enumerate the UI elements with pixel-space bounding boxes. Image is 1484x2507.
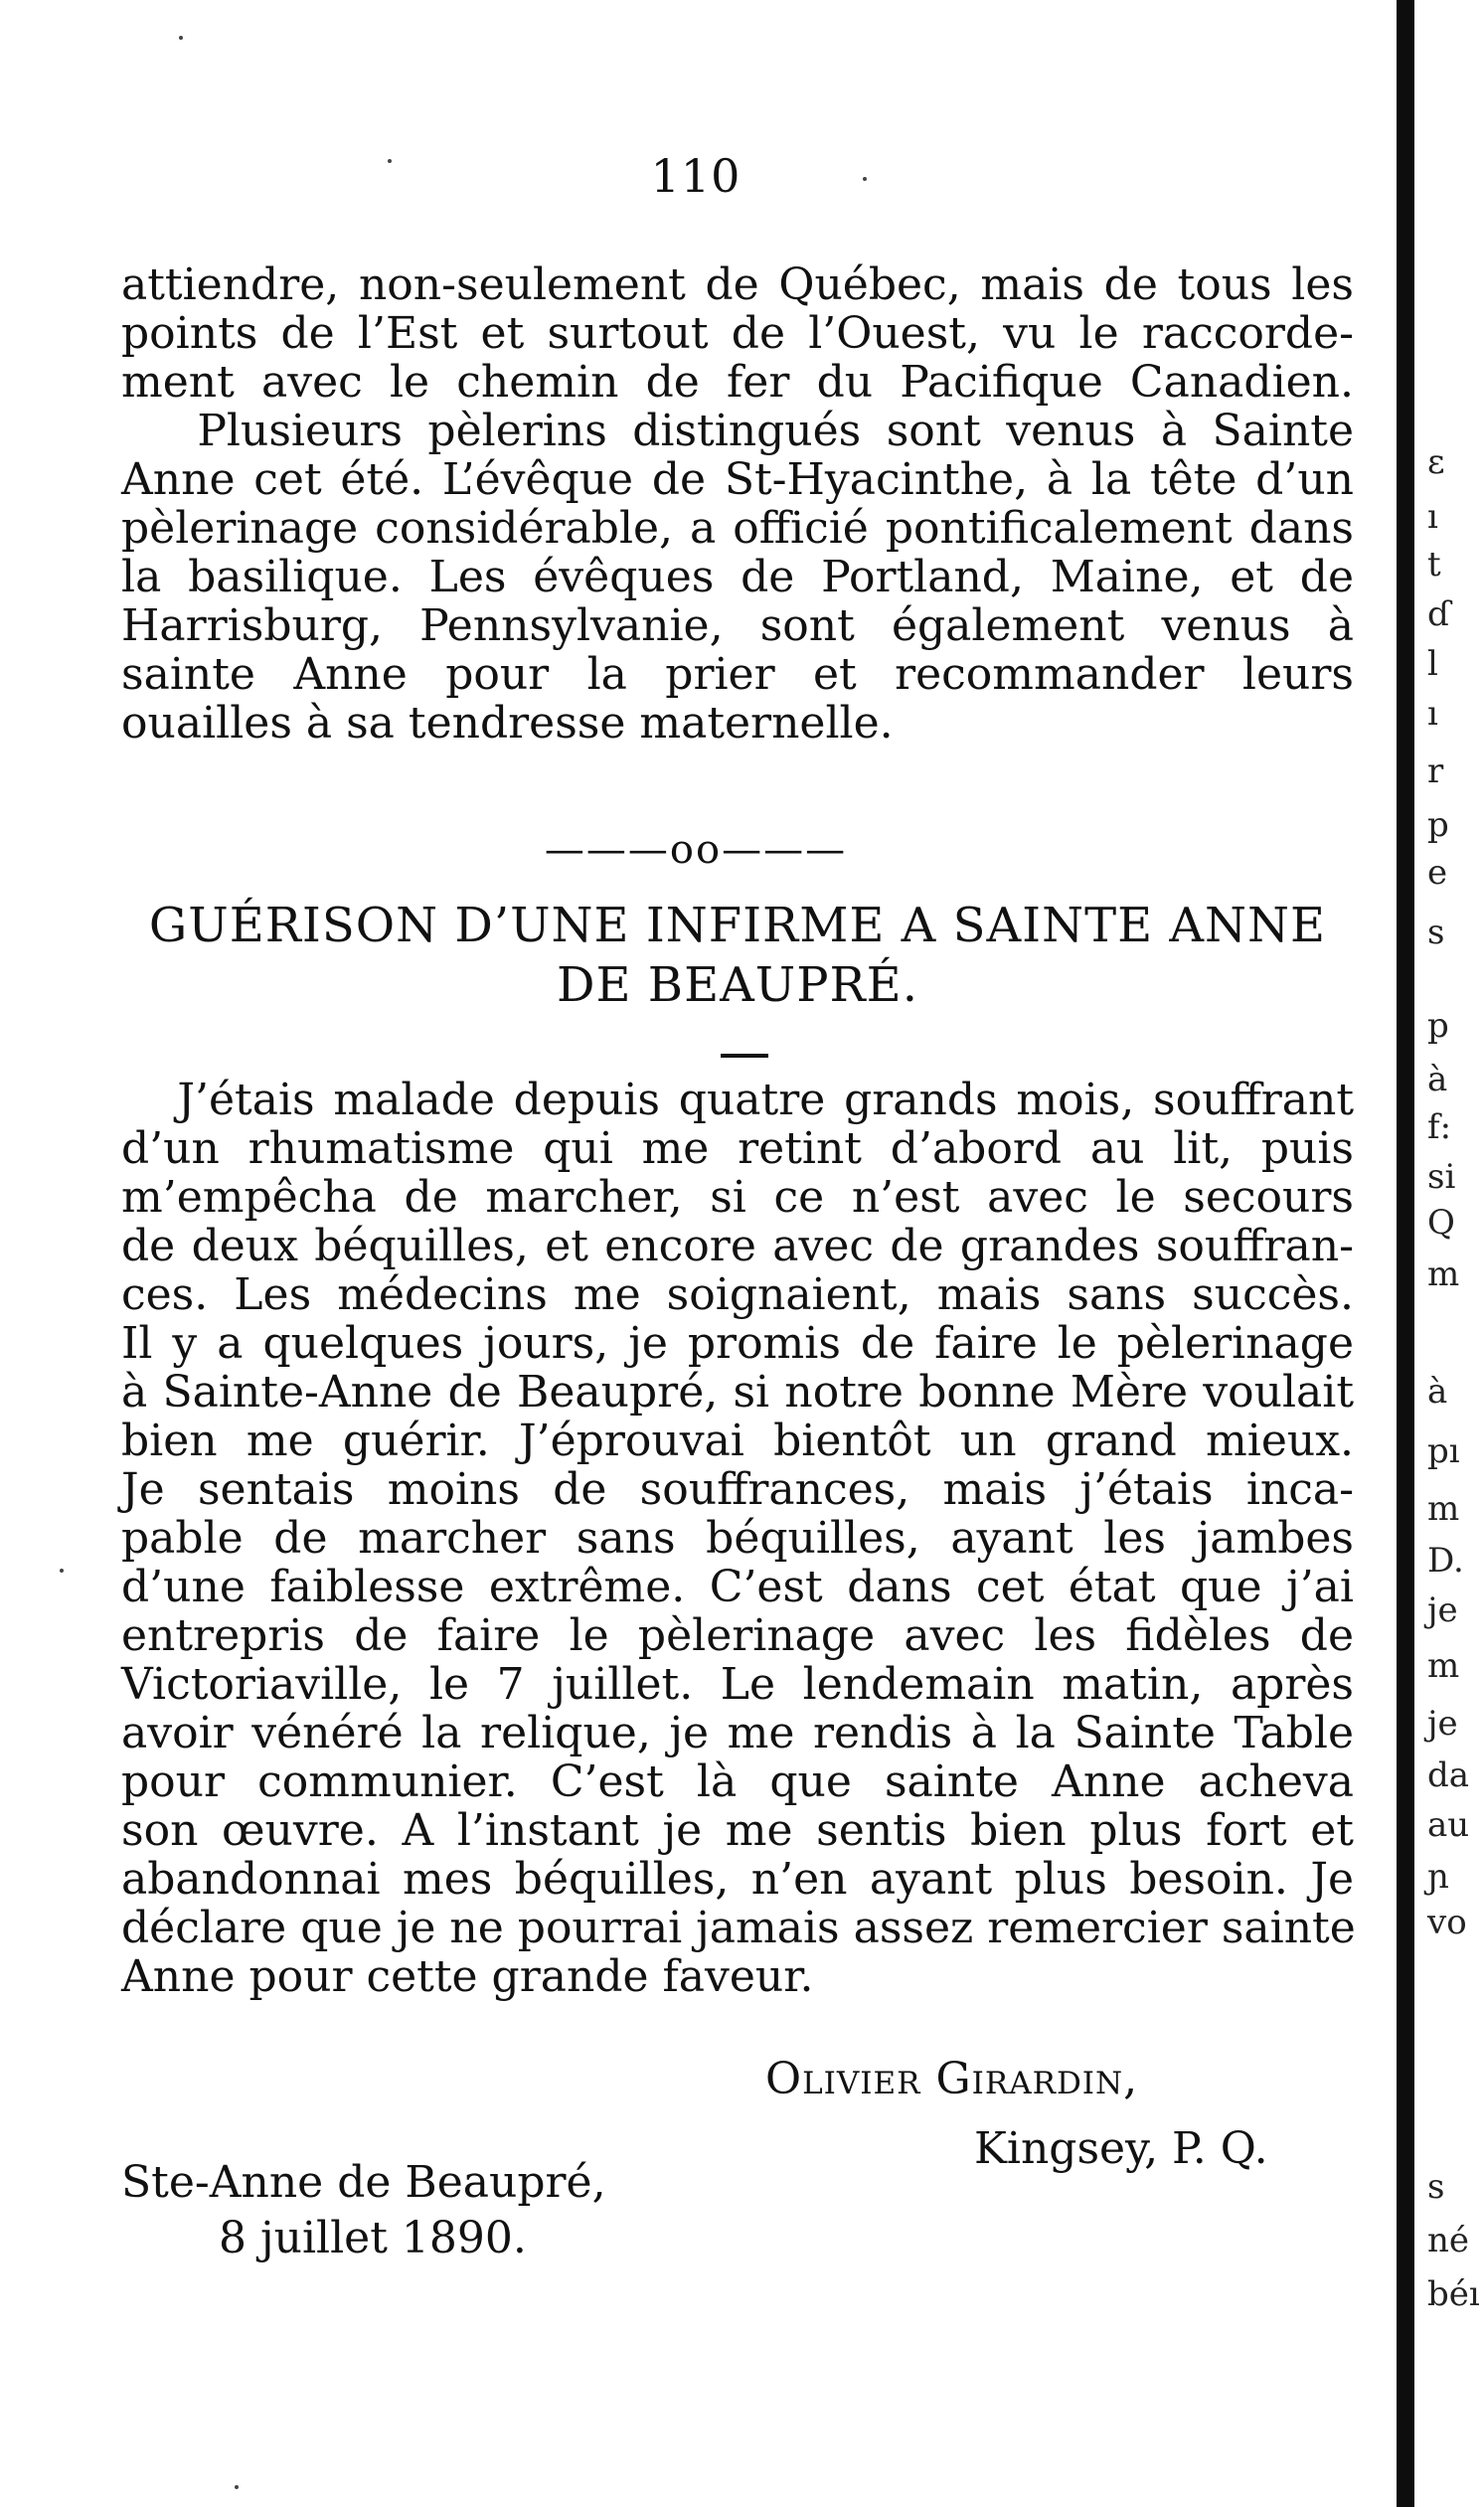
text-line: pour communier. C’est là que sainte Anne acheva: [121, 1756, 1354, 1807]
page-number: 110: [650, 149, 742, 203]
adjacent-page-fragment: r: [1427, 752, 1444, 791]
adjacent-page-fragment: f:: [1427, 1107, 1452, 1147]
text-line: abandonnai mes béquilles, n’en ayant plus besoin. Je: [121, 1854, 1354, 1905]
paragraph-1: [121, 260, 1354, 748]
print-speck: [235, 2485, 239, 2489]
text-line: d’une faiblesse extrême. C’est dans cet état que j’ai: [121, 1562, 1354, 1612]
print-speck: [388, 159, 392, 163]
adjacent-page-fragment: à: [1427, 1372, 1448, 1412]
text-line: ouailles à sa tendresse maternelle.: [121, 698, 894, 749]
text-line: déclare que je ne pourrai jamais assez remercier sainte: [121, 1903, 1356, 1953]
adjacent-page-fragment: l: [1427, 644, 1438, 684]
adjacent-page-fragment: t: [1427, 545, 1441, 585]
text-line: sainte Anne pour la prier et recommander leurs: [121, 649, 1354, 700]
text-line: la basilique. Les évêques de Portland, Maine, et de: [121, 552, 1354, 602]
text-line: attiendre, non-seulement de Québec, mais de tous les: [121, 259, 1354, 310]
text-line: m’empêcha de marcher, si ce n’est avec le secours: [121, 1172, 1354, 1223]
adjacent-page-strip: [1417, 0, 1484, 2507]
signature-name: Olivier Girardin,: [765, 2054, 1139, 2104]
text-line: Harrisburg, Pennsylvanie, sont également venus à: [121, 600, 1354, 651]
dateline-place: Ste-Anne de Beaupré,: [121, 2157, 606, 2208]
text-line: pable de marcher sans béquilles, ayant les jambes: [121, 1513, 1354, 1564]
text-line: pèlerinage considérable, a officié pontificalement dans: [121, 503, 1354, 554]
adjacent-page-fragment: si: [1427, 1157, 1456, 1197]
adjacent-page-fragment: à: [1427, 1060, 1448, 1099]
adjacent-page-fragment: s: [1427, 913, 1445, 952]
adjacent-page-fragment: ɲ: [1427, 1857, 1449, 1897]
adjacent-page-fragment: pı: [1427, 1431, 1460, 1471]
signature-place: Kingsey, P. Q.: [974, 2123, 1268, 2174]
article-title-line-2: DE BEAUPRÉ.: [557, 957, 918, 1013]
text-line: de deux béquilles, et encore avec de grandes souffran-: [121, 1221, 1354, 1271]
text-line: Plusieurs pèlerins distingués sont venus à Sainte: [121, 406, 1354, 456]
adjacent-page-fragment: je: [1427, 1590, 1458, 1630]
adjacent-page-fragment: p: [1427, 805, 1449, 845]
adjacent-page-fragment: m: [1427, 1254, 1460, 1294]
dateline: [121, 2155, 606, 2266]
section-divider: ———oo———: [544, 827, 848, 873]
text-line: Il y a quelques jours, je promis de faire le pèlerinage: [121, 1318, 1354, 1369]
text-line: entrepris de faire le pèlerinage avec les fidèles de: [121, 1610, 1354, 1661]
text-line: d’un rhumatisme qui me retint d’abord au lit, puis: [121, 1123, 1354, 1174]
text-line: bien me guérir. J’éprouvai bientôt un grand mieux.: [121, 1416, 1354, 1466]
title-rule: [721, 1054, 768, 1058]
text-line: Anne cet été. L’évêque de St-Hyacinthe, à la tête d’un: [121, 454, 1354, 505]
adjacent-page-fragment: s: [1427, 2167, 1445, 2207]
text-line: avoir vénéré la relique, je me rendis à la Sainte Table: [121, 1708, 1354, 1758]
text-line: ces. Les médecins me soignaient, mais sans succès.: [121, 1269, 1354, 1320]
adjacent-page-fragment: da: [1427, 1755, 1470, 1795]
text-line: son œuvre. A l’instant je me sentis bien plus fort et: [121, 1805, 1354, 1856]
text-line: Anne pour cette grande faveur.: [121, 1951, 814, 2002]
adjacent-page-fragment: ı: [1427, 694, 1438, 734]
adjacent-page-fragment: ɛ: [1427, 442, 1445, 482]
text-line: Je sentais moins de souffrances, mais j’étais inca-: [121, 1464, 1354, 1515]
article-title-line-1: GUÉRISON D’UNE INFIRME A SAINTE ANNE: [148, 898, 1327, 953]
adjacent-page-fragment: ı: [1427, 497, 1438, 537]
text-line: Victoriaville, le 7 juillet. Le lendemain matin, après: [121, 1659, 1354, 1710]
paragraph-2: [121, 1076, 1354, 2001]
print-speck: [60, 1569, 64, 1573]
adjacent-page-fragment: ɗ: [1427, 594, 1451, 634]
adjacent-page-fragment: Q: [1427, 1203, 1455, 1243]
adjacent-page-fragment: p: [1427, 1006, 1449, 1046]
binding-gutter: [1397, 0, 1414, 2507]
text-line: ment avec le chemin de fer du Pacifique Canadien.: [121, 357, 1354, 408]
text-line: J’étais malade depuis quatre grands mois, souffrant: [121, 1075, 1354, 1125]
adjacent-page-fragment: m: [1427, 1489, 1460, 1529]
text-line: points de l’Est et surtout de l’Ouest, vu le raccorde-: [121, 308, 1354, 359]
print-speck: [179, 36, 183, 40]
adjacent-page-fragment: au: [1427, 1805, 1470, 1845]
adjacent-page-fragment: e: [1427, 853, 1448, 893]
adjacent-page-fragment: m: [1427, 1646, 1460, 1686]
adjacent-page-fragment: vo: [1427, 1903, 1467, 1942]
adjacent-page-fragment: né: [1427, 2221, 1470, 2260]
dateline-date: 8 juillet 1890.: [219, 2213, 527, 2263]
print-speck: [863, 177, 867, 181]
adjacent-page-fragment: béı: [1427, 2274, 1480, 2314]
adjacent-page-fragment: D.: [1427, 1541, 1464, 1581]
adjacent-page-fragment: je: [1427, 1704, 1458, 1744]
text-line: à Sainte-Anne de Beaupré, si notre bonne Mère voulait: [121, 1367, 1354, 1418]
